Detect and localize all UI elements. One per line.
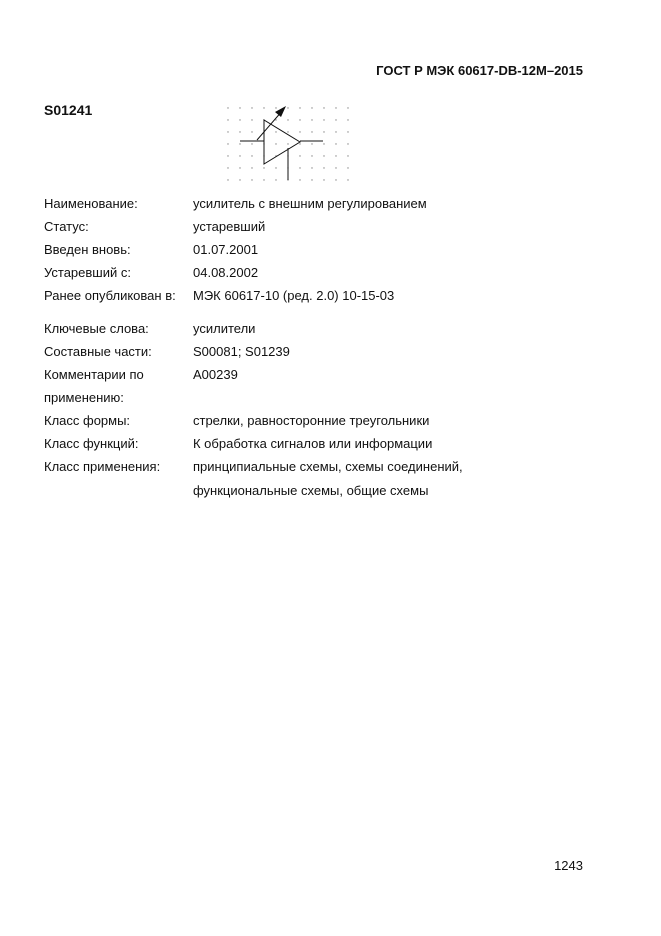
grid-dot — [287, 119, 288, 120]
grid-dot — [323, 119, 324, 120]
grid-dot — [239, 155, 240, 156]
grid-dot — [347, 155, 348, 156]
grid-dot — [227, 143, 228, 144]
grid-dot — [239, 179, 240, 180]
grid-dot — [275, 119, 276, 120]
grid-dot — [251, 155, 252, 156]
field-label: применению: — [44, 390, 124, 405]
grid-dot — [323, 167, 324, 168]
grid-dot — [335, 107, 336, 108]
field-value: функциональные схемы, общие схемы — [193, 483, 429, 498]
grid-dot — [299, 167, 300, 168]
field-label: Класс применения: — [44, 459, 161, 474]
field-value: устаревший — [193, 219, 266, 234]
field-label: Составные части: — [44, 344, 152, 359]
grid-dot — [227, 107, 228, 108]
grid-dot — [347, 167, 348, 168]
grid-dot — [227, 179, 228, 180]
grid-dot — [275, 179, 276, 180]
amplifier-triangle — [264, 120, 300, 164]
grid-dot — [287, 107, 288, 108]
grid-dot — [299, 119, 300, 120]
grid-dot — [239, 167, 240, 168]
field-value: принципиальные схемы, схемы соединений, — [193, 459, 463, 474]
grid-dot — [239, 143, 240, 144]
field-value: усилитель с внешним регулированием — [193, 196, 427, 211]
amplifier-symbol-icon — [220, 100, 355, 192]
grid-dot — [251, 167, 252, 168]
field-value: усилители — [193, 321, 256, 336]
page-number: 1243 — [554, 858, 583, 873]
field-label: Введен вновь: — [44, 242, 131, 257]
grid-dot — [311, 167, 312, 168]
grid-dot — [311, 179, 312, 180]
grid-dot — [263, 167, 264, 168]
grid-dot — [239, 131, 240, 132]
document-header: ГОСТ Р МЭК 60617-DB-12M–2015 — [376, 63, 583, 78]
grid-dot — [335, 155, 336, 156]
field-value: МЭК 60617-10 (ред. 2.0) 10-15-03 — [193, 288, 395, 303]
grid-dot — [275, 131, 276, 132]
grid-dot — [311, 155, 312, 156]
grid-dot — [251, 131, 252, 132]
field-value: A00239 — [193, 367, 238, 382]
grid-dot — [299, 155, 300, 156]
grid-dot — [239, 119, 240, 120]
grid-dot — [323, 107, 324, 108]
grid-dot — [335, 179, 336, 180]
grid-dot — [227, 155, 228, 156]
grid-dot — [347, 131, 348, 132]
field-value: 01.07.2001 — [193, 242, 259, 257]
grid-dot — [335, 143, 336, 144]
field-value: К обработка сигналов или информации — [193, 436, 433, 451]
grid-dot — [299, 179, 300, 180]
field-label: Ранее опубликован в: — [44, 288, 176, 303]
grid-dot — [335, 131, 336, 132]
grid-dot — [275, 143, 276, 144]
field-label: Класс формы: — [44, 413, 131, 428]
grid-dot — [323, 155, 324, 156]
grid-dot — [323, 131, 324, 132]
grid-dot — [251, 119, 252, 120]
grid-dot — [347, 107, 348, 108]
field-label: Наименование: — [44, 196, 138, 211]
field-label: Ключевые слова: — [44, 321, 149, 336]
grid-dot — [323, 179, 324, 180]
grid-dot — [347, 119, 348, 120]
grid-dot — [287, 131, 288, 132]
grid-dot — [311, 107, 312, 108]
grid-dot — [227, 131, 228, 132]
grid-dot — [227, 167, 228, 168]
field-label: Класс функций: — [44, 436, 139, 451]
grid-dot — [347, 143, 348, 144]
grid-dot — [251, 143, 252, 144]
grid-dot — [311, 143, 312, 144]
grid-dot — [227, 119, 228, 120]
grid-dot — [275, 107, 276, 108]
grid-dot — [239, 107, 240, 108]
grid-dot — [347, 179, 348, 180]
field-label: Устаревший с: — [44, 265, 131, 280]
grid-dot — [263, 179, 264, 180]
adjustment-arrow-head — [275, 106, 286, 117]
grid-dot — [299, 131, 300, 132]
field-value: 04.08.2002 — [193, 265, 259, 280]
grid-dot — [335, 167, 336, 168]
grid-dot — [299, 143, 300, 144]
field-value: S00081; S01239 — [193, 344, 290, 359]
field-label: Статус: — [44, 219, 89, 234]
grid-dot — [311, 131, 312, 132]
grid-dot — [275, 167, 276, 168]
grid-dot — [251, 179, 252, 180]
grid-dot — [299, 107, 300, 108]
grid-dot — [323, 143, 324, 144]
field-label: Комментарии по — [44, 367, 144, 382]
grid-dot — [287, 143, 288, 144]
field-value: стрелки, равносторонние треугольники — [193, 413, 430, 428]
symbol-code: S01241 — [44, 102, 93, 118]
grid-dot — [263, 107, 264, 108]
grid-dot — [335, 119, 336, 120]
grid-dot — [251, 107, 252, 108]
grid-dot — [311, 119, 312, 120]
